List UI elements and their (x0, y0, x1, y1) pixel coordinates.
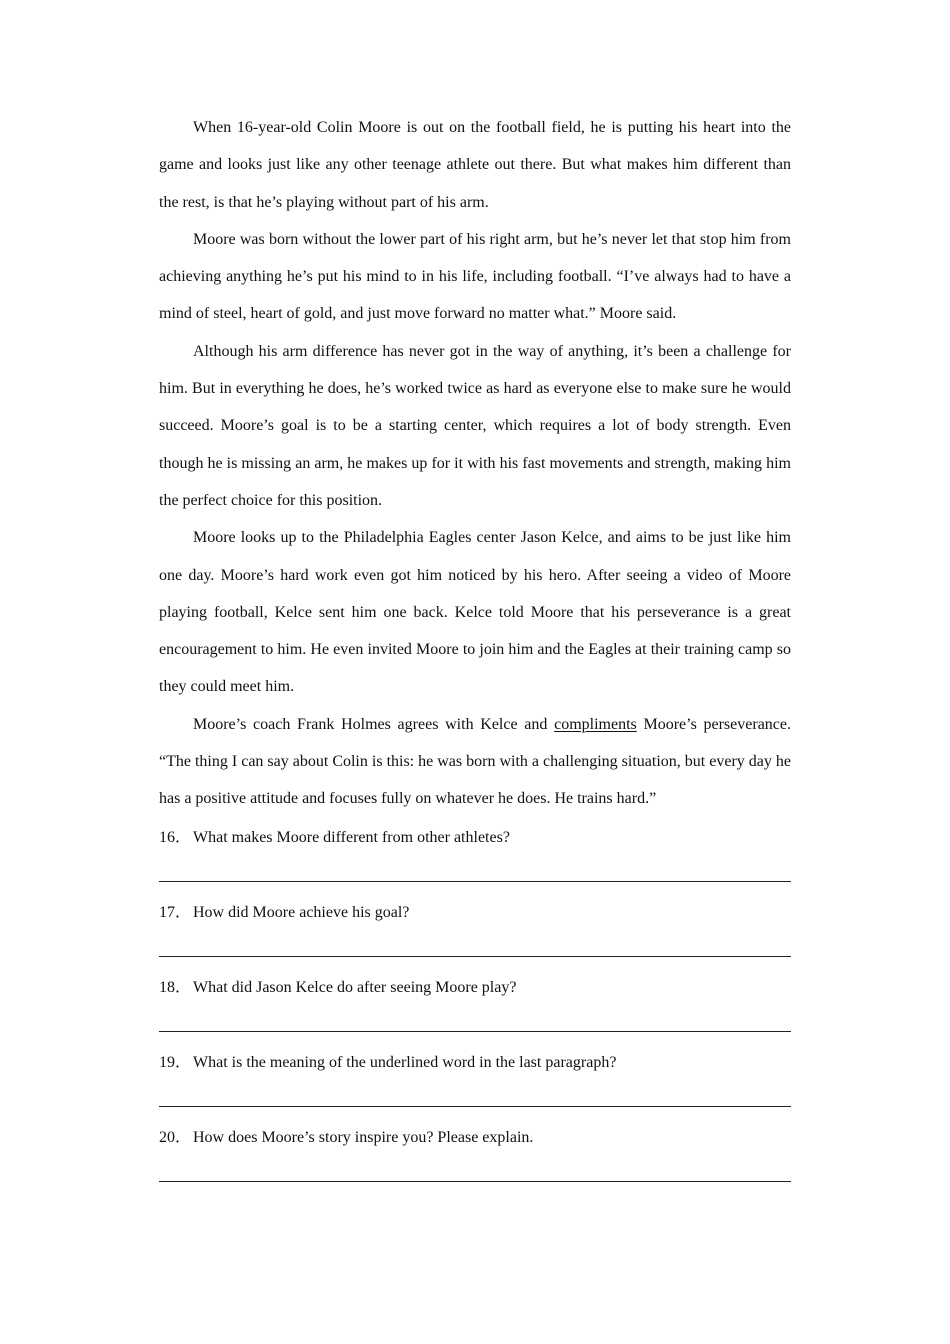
question-text: How did Moore achieve his goal? (193, 904, 410, 921)
question-number: 19． (159, 1054, 192, 1071)
answer-line[interactable] (159, 1106, 791, 1107)
question-text: What did Jason Kelce do after seeing Moore play? (193, 979, 517, 996)
question-18 (159, 969, 791, 1044)
question-number: 20． (159, 1129, 192, 1146)
question-number: 16． (159, 829, 192, 846)
question-16 (159, 819, 791, 894)
answer-line[interactable] (159, 1031, 791, 1032)
question-20 (159, 1119, 791, 1194)
answer-line[interactable] (159, 956, 791, 957)
question-19 (159, 1044, 791, 1119)
question-17 (159, 894, 791, 969)
underlined-word: compliments (554, 715, 637, 733)
question-list (159, 819, 791, 1194)
question-text: What is the meaning of the underlined word in the last paragraph? (193, 1054, 617, 1071)
answer-line[interactable] (159, 1181, 791, 1182)
passage-paragraph-last (159, 706, 791, 818)
passage-paragraph: When 16-year-old Colin Moore is out on the football field, he is putting his heart into the game and looks just like any other teenage athlete out there. But what makes him different than the rest, is that he’s playing without part of his arm. (159, 119, 791, 211)
question-text: What makes Moore different from other athletes? (193, 829, 510, 846)
question-number: 17． (159, 904, 192, 921)
answer-line[interactable] (159, 881, 791, 882)
question-number: 18． (159, 979, 192, 996)
passage-paragraph: Moore looks up to the Philadelphia Eagles center Jason Kelce, and aims to be just like him one day. Moore’s hard work even got him noticed by his hero. After seeing a video of Moore playing football, Kelce sent him one back. Kelce told Moore that his perseverance is a great encouragement to him. He even invited Moore to join him and the Eagles at their training camp so they could meet him. (159, 529, 791, 696)
reading-passage (159, 109, 791, 818)
passage-paragraph: Moore was born without the lower part of his right arm, but he’s never let that stop him from achieving anything he’s put his mind to in his life, including football. “I’ve always had to have a mind of steel, heart of gold, and just move forward no matter what.” Moore said. (159, 230, 791, 323)
last-paragraph-before: Moore’s coach Frank Holmes agrees with Kelce and (193, 715, 555, 733)
question-text: How does Moore’s story inspire you? Please explain. (193, 1129, 534, 1146)
passage-paragraph: Although his arm difference has never got in the way of anything, it’s been a challenge for him. But in everything he does, he’s worked twice as hard as everyone else to make sure he would succeed. Moore’s goal is to be a starting center, which requires a lot of body strength. Even though he is missing an arm, he makes up for it with his fast movements and strength, making him the perfect choice for this position. (159, 342, 791, 509)
last-paragraph-after: Moore’s perseverance. “The thing I can say about Colin is this: he was born with a challenging situation, but every day he has a positive attitude and focuses fully on whatever he does. He trains hard.” (159, 715, 791, 808)
